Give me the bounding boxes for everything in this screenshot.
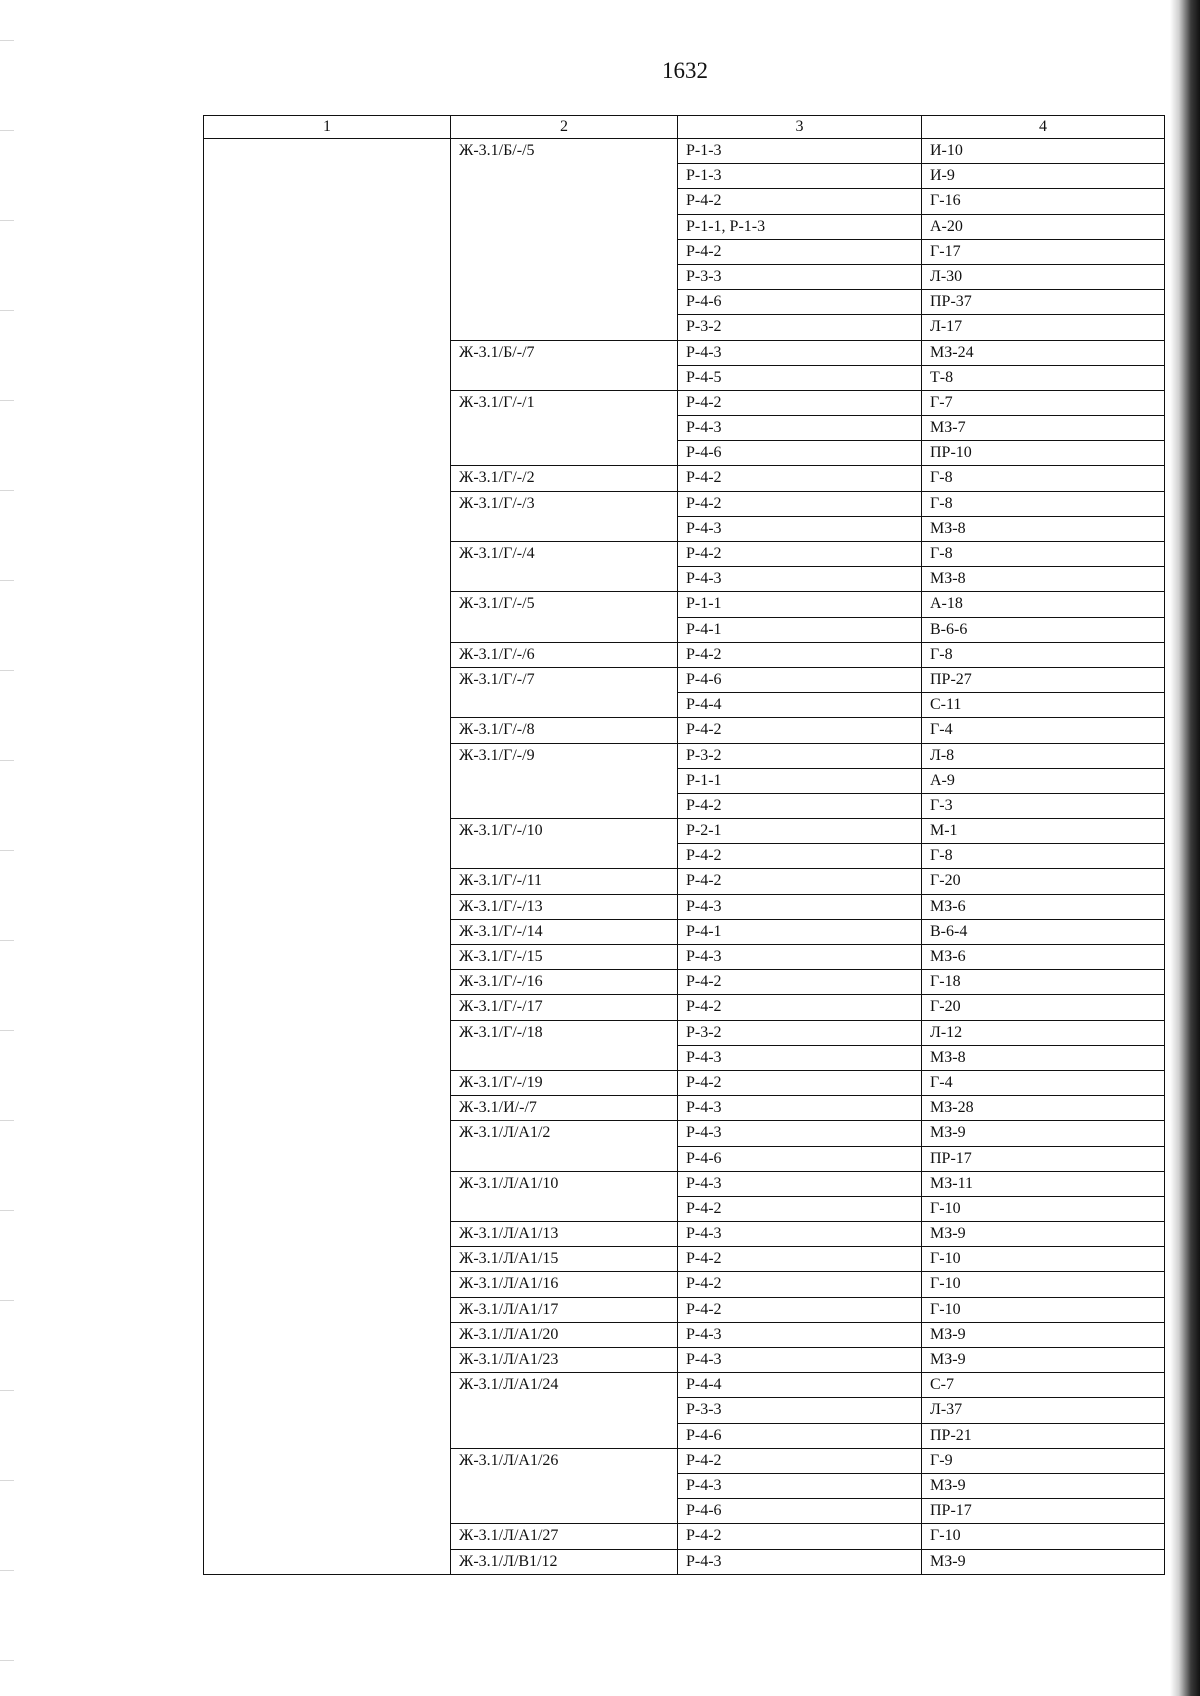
section-cell: Р-3-2 [678, 1020, 922, 1045]
section-cell: Р-4-3 [678, 416, 922, 441]
reference-cell: И-10 [922, 139, 1165, 164]
section-cell: Р-4-2 [678, 1070, 922, 1095]
reference-cell: Г-10 [922, 1297, 1165, 1322]
section-cell: Р-4-6 [678, 1499, 922, 1524]
section-cell: Р-4-3 [678, 567, 922, 592]
header-col-1: 1 [204, 116, 451, 139]
reference-cell: Г-3 [922, 793, 1165, 818]
code-cell: Ж-3.1/Л/А1/16 [451, 1272, 678, 1297]
section-cell: Р-4-2 [678, 542, 922, 567]
reference-cell: МЗ-8 [922, 567, 1165, 592]
code-cell: Ж-3.1/Б/-/5 [451, 139, 678, 341]
section-cell: Р-4-3 [678, 894, 922, 919]
reference-cell: Г-8 [922, 466, 1165, 491]
reference-cell: С-7 [922, 1373, 1165, 1398]
code-cell: Ж-3.1/Г/-/5 [451, 592, 678, 642]
section-cell: Р-1-3 [678, 139, 922, 164]
reference-cell: В-6-6 [922, 617, 1165, 642]
reference-table [203, 115, 1165, 1575]
reference-cell: Л-8 [922, 743, 1165, 768]
reference-cell: МЗ-9 [922, 1222, 1165, 1247]
reference-cell: А-18 [922, 592, 1165, 617]
section-cell: Р-4-6 [678, 290, 922, 315]
reference-cell: Г-7 [922, 390, 1165, 415]
code-cell: Ж-3.1/И/-/7 [451, 1096, 678, 1121]
section-cell: Р-4-3 [678, 945, 922, 970]
section-cell: Р-4-2 [678, 869, 922, 894]
section-cell: Р-4-1 [678, 617, 922, 642]
header-col-2: 2 [451, 116, 678, 139]
code-cell: Ж-3.1/Г/-/11 [451, 869, 678, 894]
reference-cell: МЗ-8 [922, 1045, 1165, 1070]
reference-cell: МЗ-24 [922, 340, 1165, 365]
reference-cell: А-20 [922, 214, 1165, 239]
code-cell: Ж-3.1/Л/В1/12 [451, 1549, 678, 1574]
code-cell: Ж-3.1/Л/А1/20 [451, 1322, 678, 1347]
header-col-4: 4 [922, 116, 1165, 139]
page-number: 1632 [662, 58, 708, 83]
section-cell: Р-4-3 [678, 1121, 922, 1146]
reference-cell: Г-8 [922, 491, 1165, 516]
code-cell: Ж-3.1/Г/-/16 [451, 970, 678, 995]
reference-cell: МЗ-6 [922, 894, 1165, 919]
section-cell: Р-4-4 [678, 1373, 922, 1398]
section-cell: Р-3-2 [678, 743, 922, 768]
reference-cell: МЗ-8 [922, 516, 1165, 541]
reference-cell: МЗ-9 [922, 1549, 1165, 1574]
reference-cell: В-6-4 [922, 919, 1165, 944]
section-cell: Р-4-2 [678, 390, 922, 415]
header-col-3: 3 [678, 116, 922, 139]
section-cell: Р-4-6 [678, 441, 922, 466]
code-cell: Ж-3.1/Г/-/17 [451, 995, 678, 1020]
section-cell: Р-4-3 [678, 1222, 922, 1247]
reference-cell: Г-10 [922, 1524, 1165, 1549]
table-body [204, 139, 1165, 1575]
reference-cell: Г-10 [922, 1196, 1165, 1221]
section-cell: Р-4-2 [678, 239, 922, 264]
code-cell: Ж-3.1/Г/-/13 [451, 894, 678, 919]
reference-cell: ПР-37 [922, 290, 1165, 315]
section-cell: Р-4-1 [678, 919, 922, 944]
reference-cell: Л-12 [922, 1020, 1165, 1045]
code-cell: Ж-3.1/Г/-/9 [451, 743, 678, 819]
reference-cell: МЗ-28 [922, 1096, 1165, 1121]
section-cell: Р-4-3 [678, 1322, 922, 1347]
code-cell: Ж-3.1/Г/-/7 [451, 667, 678, 717]
section-cell: Р-4-3 [678, 516, 922, 541]
code-cell: Ж-3.1/Л/А1/13 [451, 1222, 678, 1247]
scan-right-edge [1170, 0, 1200, 1696]
reference-cell: Г-4 [922, 1070, 1165, 1095]
section-cell: Р-4-2 [678, 793, 922, 818]
section-cell: Р-4-2 [678, 189, 922, 214]
section-cell: Р-4-2 [678, 642, 922, 667]
reference-cell: И-9 [922, 164, 1165, 189]
section-cell: Р-4-3 [678, 340, 922, 365]
reference-cell: ПР-17 [922, 1499, 1165, 1524]
section-cell: Р-4-2 [678, 844, 922, 869]
reference-cell: Л-37 [922, 1398, 1165, 1423]
section-cell: Р-1-1, Р-1-3 [678, 214, 922, 239]
section-cell: Р-1-3 [678, 164, 922, 189]
code-cell: Ж-3.1/Л/А1/24 [451, 1373, 678, 1449]
reference-cell: Л-30 [922, 264, 1165, 289]
section-cell: Р-4-6 [678, 1423, 922, 1448]
section-cell: Р-4-2 [678, 995, 922, 1020]
code-cell: Ж-3.1/Г/-/8 [451, 718, 678, 743]
section-cell: Р-3-3 [678, 1398, 922, 1423]
reference-cell: МЗ-9 [922, 1473, 1165, 1498]
reference-cell: МЗ-9 [922, 1322, 1165, 1347]
code-cell: Ж-3.1/Г/-/4 [451, 542, 678, 592]
code-cell: Ж-3.1/Г/-/1 [451, 390, 678, 466]
reference-cell: ПР-27 [922, 667, 1165, 692]
code-cell: Ж-3.1/Г/-/6 [451, 642, 678, 667]
section-cell: Р-4-2 [678, 1297, 922, 1322]
reference-cell: Г-18 [922, 970, 1165, 995]
reference-cell: С-11 [922, 693, 1165, 718]
reference-cell: МЗ-6 [922, 945, 1165, 970]
section-cell: Р-4-6 [678, 1146, 922, 1171]
section-cell: Р-4-2 [678, 970, 922, 995]
code-cell: Ж-3.1/Л/А1/15 [451, 1247, 678, 1272]
section-cell: Р-4-3 [678, 1348, 922, 1373]
section-cell: Р-4-3 [678, 1171, 922, 1196]
section-cell: Р-4-2 [678, 1196, 922, 1221]
reference-cell: Г-8 [922, 844, 1165, 869]
section-cell: Р-4-3 [678, 1473, 922, 1498]
section-cell: Р-3-3 [678, 264, 922, 289]
section-cell: Р-4-3 [678, 1096, 922, 1121]
reference-cell: Г-20 [922, 995, 1165, 1020]
section-cell: Р-4-3 [678, 1045, 922, 1070]
section-cell: Р-1-1 [678, 592, 922, 617]
reference-cell: Л-17 [922, 315, 1165, 340]
section-cell: Р-1-1 [678, 768, 922, 793]
section-cell: Р-4-2 [678, 1524, 922, 1549]
section-cell: Р-4-2 [678, 466, 922, 491]
code-cell: Ж-3.1/Г/-/15 [451, 945, 678, 970]
code-cell: Ж-3.1/Л/А1/26 [451, 1448, 678, 1524]
code-cell: Ж-3.1/Г/-/14 [451, 919, 678, 944]
reference-cell: ПР-10 [922, 441, 1165, 466]
code-cell: Ж-3.1/Г/-/2 [451, 466, 678, 491]
code-cell: Ж-3.1/Л/А1/2 [451, 1121, 678, 1171]
reference-cell: А-9 [922, 768, 1165, 793]
reference-cell: ПР-21 [922, 1423, 1165, 1448]
reference-cell: Г-8 [922, 642, 1165, 667]
reference-cell: ПР-17 [922, 1146, 1165, 1171]
reference-cell: МЗ-9 [922, 1121, 1165, 1146]
section-cell: Р-4-2 [678, 1448, 922, 1473]
code-cell: Ж-3.1/Г/-/3 [451, 491, 678, 541]
section-cell: Р-4-2 [678, 718, 922, 743]
code-cell: Ж-3.1/Г/-/19 [451, 1070, 678, 1095]
column-1-cell [204, 139, 451, 1575]
scan-left-edge [0, 0, 14, 1696]
reference-cell: М-1 [922, 819, 1165, 844]
reference-cell: МЗ-11 [922, 1171, 1165, 1196]
code-cell: Ж-3.1/Л/А1/10 [451, 1171, 678, 1221]
table-row [204, 139, 1165, 164]
reference-cell: Г-16 [922, 189, 1165, 214]
code-cell: Ж-3.1/Л/А1/17 [451, 1297, 678, 1322]
code-cell: Ж-3.1/Л/А1/23 [451, 1348, 678, 1373]
section-cell: Р-4-2 [678, 1247, 922, 1272]
reference-cell: Г-4 [922, 718, 1165, 743]
section-cell: Р-4-4 [678, 693, 922, 718]
reference-cell: Г-10 [922, 1272, 1165, 1297]
reference-cell: Г-10 [922, 1247, 1165, 1272]
reference-cell: Г-17 [922, 239, 1165, 264]
reference-cell: МЗ-9 [922, 1348, 1165, 1373]
section-cell: Р-4-2 [678, 491, 922, 516]
reference-cell: Г-20 [922, 869, 1165, 894]
reference-cell: Г-9 [922, 1448, 1165, 1473]
table-header-row [204, 116, 1165, 139]
code-cell: Ж-3.1/Л/А1/27 [451, 1524, 678, 1549]
reference-cell: Т-8 [922, 365, 1165, 390]
section-cell: Р-3-2 [678, 315, 922, 340]
code-cell: Ж-3.1/Г/-/10 [451, 819, 678, 869]
reference-cell: Г-8 [922, 542, 1165, 567]
code-cell: Ж-3.1/Б/-/7 [451, 340, 678, 390]
section-cell: Р-4-3 [678, 1549, 922, 1574]
section-cell: Р-4-5 [678, 365, 922, 390]
reference-cell: МЗ-7 [922, 416, 1165, 441]
section-cell: Р-4-6 [678, 667, 922, 692]
section-cell: Р-4-2 [678, 1272, 922, 1297]
section-cell: Р-2-1 [678, 819, 922, 844]
code-cell: Ж-3.1/Г/-/18 [451, 1020, 678, 1070]
